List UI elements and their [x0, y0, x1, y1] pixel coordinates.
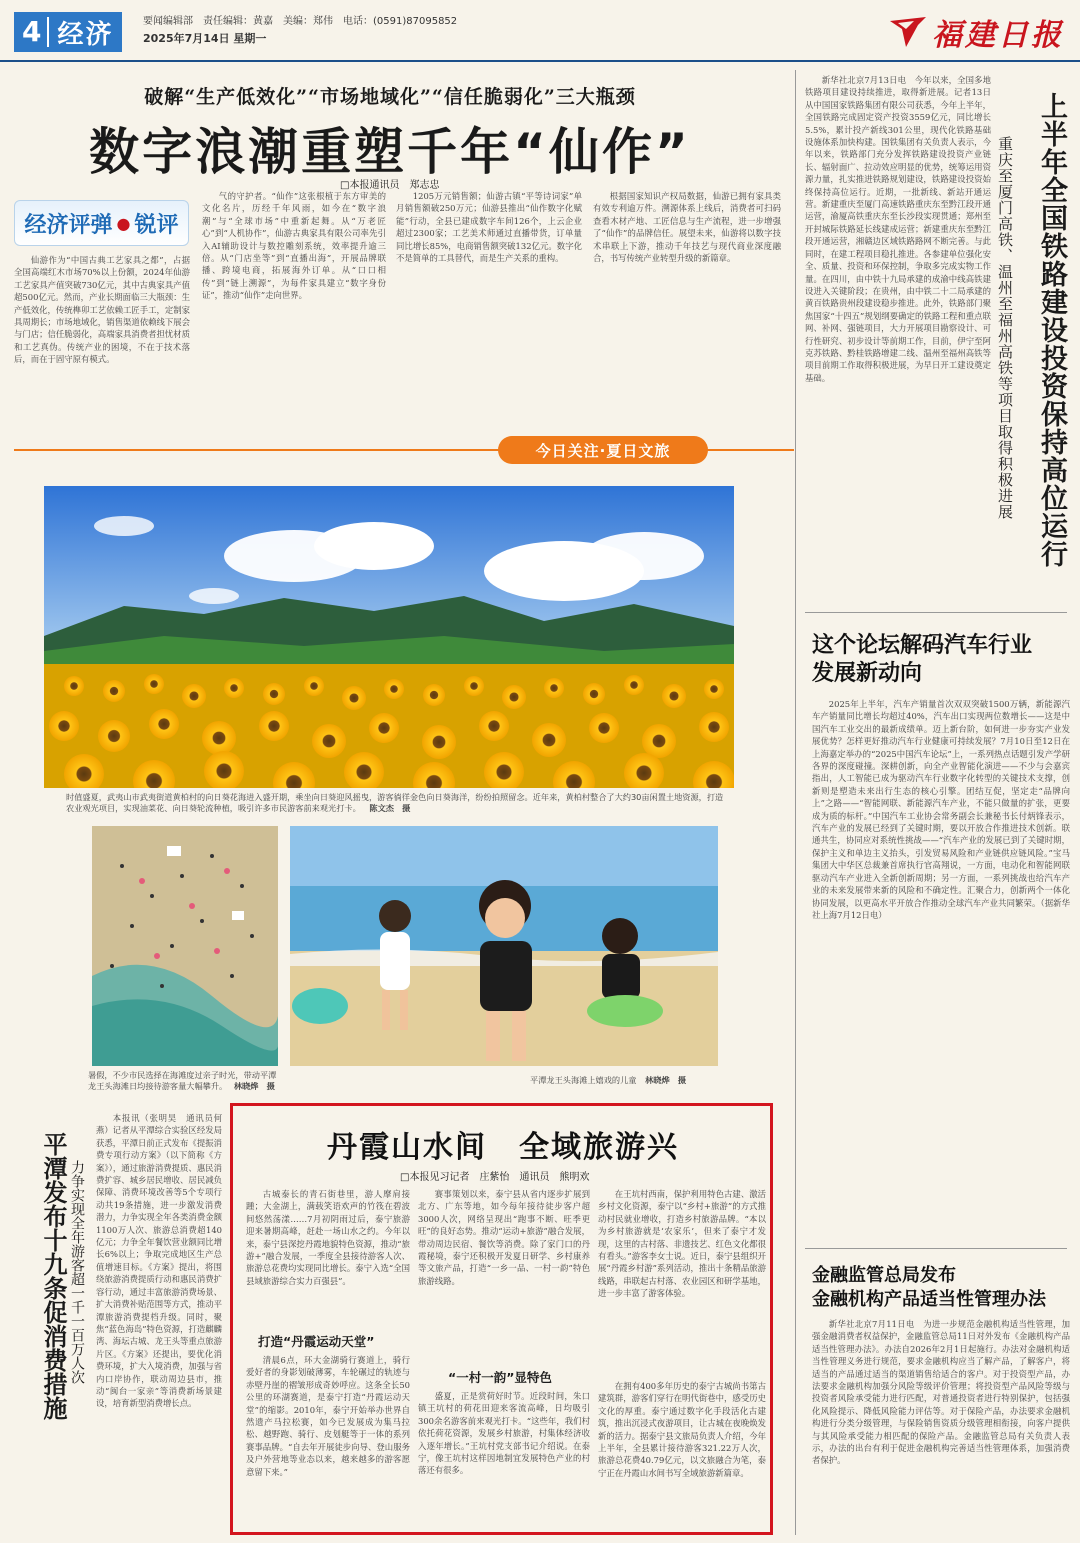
danxia-col2b-paragraph: 盛夏，正是赏荷好时节。近段时间，朱口镇王坑村的荷花田迎来客流高峰，日均吸引300余名游客前来观光打卡。“这些年，我们村依托荷花资源，发展乡村旅游，村集体经济收入逐年增长。”王坑村党支部书记介绍说。在泰宁，像王坑村这样因地制宜发展特色产业的村落还有很多。 — [418, 1391, 590, 1476]
lead-title: 数字浪潮重塑千年“仙作” — [89, 123, 691, 181]
beach-left-credit: 林晓烨 摄 — [233, 1081, 275, 1091]
danxia-subhead-1: 打造“丹霞运动天堂” — [258, 1334, 375, 1349]
beach-right-caption — [530, 1075, 730, 1086]
lead-paragraph-4: 根据国家知识产权局数据，仙游已拥有家具类有效专利逾万件。溯源体系上线后，消费者可扫码查看木材产地、工匠信息与生产流程，进一步增强了“仙作”的品牌信任。展望未来，仙游将以数字技术串联上下游，推动千年技艺与现代商业深度融合，书写传统产业转型升级的新篇章。 — [593, 191, 781, 264]
rail-railway-title: 上半年全国铁路建设投资保持高位运行 — [1036, 92, 1067, 568]
swim-ring — [292, 988, 348, 1024]
issue-date: 2025年7月14日 星期一 — [143, 32, 267, 45]
danxia-title: 丹霞山水间 全域旅游兴 — [327, 1130, 679, 1165]
auto-forum-paragraph: 2025年上半年，汽车产销量首次双双突破1500万辆，新能源汽车产销量同比增长均超过40%，汽车出口实现两位数增长——这是中国汽车工业交出的最新成绩单。迈上新台阶，如何进一步夯实产业发展优势？怎样更好推动汽车行业健康可持续发展？7月10日至12日在上海嘉定举办的“2025中国汽车论坛”上，一系列热点话题引发产学研各界的深度碰撞。深耕创新，向全产业智能化演进——不少与会嘉宾指出，人工智能已成为驱动汽车行业数字化转型的关键技术支撑，创新则是塑造未来出行生态的核心引擎。团结互促，坚定走“品牌向上”之路——“智能网联、新能源汽车产业，不能只做量的扩张，更要成为质的标杆。”中国汽车工业协会常务副会长兼秘书长付炳锋表示，汽车产业的发展已经到了关键时期，要以开放合作推进技术创新。联通共生，协同应对系统性挑战——“汽车产业的发展已到了关键时期，保护主义和单边主义抬头，引发贸易风险和产业链供应链风险。”宝马集团大中华区总裁兼首席执行官高翔说，一方面，电动化和智能网联驱动汽车产业进入全新创新周期；另一方面，一系列挑战也给汽车产业的未来发展带来新的风险和不确定性。汇聚合力，创新两个一体化协同发展，以更高水平开放合作推动全球汽车产业共同繁荣。（据新华社上海7月12日电） — [812, 699, 1070, 920]
auto-forum-title-line1: 这个论坛解码汽车行业 — [812, 633, 1033, 658]
sunflower-caption — [66, 792, 726, 814]
finance-title-line1: 金融监管总局发布 — [812, 1265, 956, 1286]
danxia-col2-bottom — [418, 1390, 590, 1526]
rail-railway-subtitle: 重庆至厦门高铁、温州至福州高铁等项目取得积极进展 — [996, 136, 1014, 520]
sunflower-photo-illustration — [44, 486, 734, 788]
lead-paragraph-2: 气的守护者。“仙作”这张根植于东方审美的文化名片，历经千年风雨，如今在“数字浪潮”与“全球市场”中重新起舞。从“万老匠心”到“人机协作”，仙游古典家具有限公司率先引入AI辅助设计与数控雕刻系统，效率提升逾三倍。从“门店坐等”到“直播出海”，开展品牌联播、跨境电商，拓展海外订单。从“口口相传”到“链上溯源”，为每件家具建立“数字身份证”，推动“仙作”走向世界。 — [202, 191, 386, 301]
beach-aerial-illustration — [92, 826, 278, 1066]
danxia-col3b-paragraph: 在拥有400多年历史的泰宁古城尚书第古建筑群，游客们穿行在明代街巷中，感受历史文化的厚重。泰宁通过数字化手段活化古建筑，推出沉浸式夜游项目，让古城在夜晚焕发新的活力。据泰宁县文旅局负责人介绍，今年上半年，全县累计接待游客321.22万人次，旅游总花费40.79亿元，以文旅融合为笔，泰宁正在丹霞山水间书写全域旅游新篇章。 — [598, 1381, 766, 1478]
lead-paragraph-3: 1205万元销售额；仙游古镇“平等诗词家”单月销售额破250万元；仙游县推出“仙作数字化赋能”行动，全县已建成数字车间126个，上云企业超过2300家；工艺美术师通过直播带货，订单量同比增长85%，电商销售额突破132亿元。数字化不是简单的工具替代，而是生产关系的重构。 — [396, 191, 582, 264]
lead-subtitle: 破解“生产低效化”“市场地域化”“信任脆弱化”三大瓶颈 — [144, 86, 636, 108]
sunflower-field-photo — [44, 486, 734, 788]
rail-divider-2 — [805, 1248, 1067, 1249]
beach-right-caption-text: 平潭龙王头海滩上嬉戏的儿童 — [530, 1075, 637, 1085]
danxia-col3-bottom — [598, 1380, 766, 1526]
auto-forum-title-line2: 发展新动向 — [812, 661, 923, 686]
lead-column-4 — [593, 190, 781, 430]
page-number: 4 — [14, 17, 49, 47]
today-focus-banner: 今日关注·夏日文旅 — [498, 436, 708, 464]
sunflower-credit: 陈文杰 摄 — [369, 803, 411, 813]
paper-name: 福建日报 — [932, 18, 1064, 53]
danxia-col3-top — [598, 1188, 766, 1372]
newspaper-logo — [888, 12, 1064, 52]
danxia-col1b-paragraph: 清晨6点，环大金湖骑行赛道上，骑行爱好者的身影划破薄雾，车轮碾过的轨迹与赤壁丹崖的褶皱形成奇妙呼应。这条全长50公里的环湖赛道，是泰宁打造“丹霞运动天堂”的缩影。2010年，泰宁开始举办世界自然遗产马拉松赛，如今已发展成为集马拉松、越野跑、骑行、皮划艇等于一体的系列赛事品牌。“自去年开展徒步向导、登山服务及户外营地等业态以来，越来越多的游客愿意留下来。” — [246, 1355, 410, 1477]
bullet-dot-icon: ● — [116, 213, 131, 233]
column-label-b: 锐评 — [134, 212, 179, 238]
danxia-col1-bottom — [246, 1354, 410, 1526]
beach-left-caption-text: 暑假，不少市民选择在海滩度过亲子时光，带动平潭龙王头海滩日均接待游客量大幅攀升。 — [88, 1070, 277, 1091]
danxia-col1-top — [246, 1188, 410, 1324]
danxia-subhead-2: “一村一韵”显特色 — [448, 1370, 552, 1385]
page-section-tag — [14, 12, 122, 52]
section-name: 经济 — [57, 19, 114, 50]
danxia-col2-paragraph: 赛事策划以来，泰宁县从省内逐步扩展到北方、广东等地，如今每年接待徒步客户超3000人次，网络呈现出“跑事不断、旺季更旺”的良好态势。推动“运动+旅游”融合发展，带动周边民宿、餐饮等消费。除了家门口的丹霞秘境，泰宁还积极开发夏日研学、乡村康养等文旅产品，打造“一乡一品、一村一韵”特色旅游线路。 — [418, 1189, 590, 1286]
beach-left-caption — [88, 1070, 278, 1092]
right-rail-divider — [795, 70, 796, 1535]
masthead — [0, 0, 1080, 62]
beach-right-credit: 林晓烨 摄 — [645, 1075, 687, 1085]
pingtan-paragraph: 本报讯（张明昊 通讯员何燕）记者从平潭综合实验区经发局获悉，平潭日前正式发布《提振消费专项行动方案》（以下简称《方案》），通过旅游消费提质、惠民消费扩容、城乡居民增收、居民减负保障、消费环境改善等5个专项行动共19条措施，进一步激发消费潜力，力争实现全年各类消费金额1100万人次、旅游总消费超140亿元；力争全年餐饮营业额同比增长6%以上；争取完成地区生产总值增速目标。《方案》提出，将围绕旅游消费提质行动和惠民消费扩容行动，通过丰富旅游消费场景、扩大消费补贴范围等方式，推动平潭旅游消费提档升级。同时，聚焦“蓝色海岛”特色资源，打造麒麟湾、海坛古城、龙王头等重点旅游片区。《方案》还提出，要优化消费环境，扩大入境消费，加强与省内口岸协作，联动周边县市，推动“闽台一家亲”等消费新场景建设，培育新型消费增长点。 — [96, 1113, 222, 1409]
pingtan-text — [96, 1112, 222, 1537]
lead-column-3 — [396, 190, 582, 430]
logo-mark-icon — [888, 15, 928, 49]
finance-title-line2: 金融机构产品适当性管理办法 — [812, 1289, 1046, 1310]
rail-railway-text — [805, 74, 991, 594]
editor-info — [143, 14, 457, 46]
auto-forum-title — [812, 632, 1067, 688]
auto-forum-text — [812, 698, 1070, 1238]
beach-children-illustration — [290, 826, 718, 1066]
lead-paragraph-1: 仙游作为“中国古典工艺家具之都”，占据全国高端红木市场70%以上份额，2024年仙游工艺家具产值突破730亿元，其中古典家具产值超500亿元。然而，产业长期面临三大瓶颈：生产低效化，传统榫卯工艺依赖工匠手工，定制家具周期长；市场地域化，销售渠道依赖线下展会与门店；信任脆弱化，高端家具消费者担忧材质和工艺真伪。传统产业的困境，不在于技术落后，而在于固守原有模式。 — [14, 255, 190, 365]
lead-byline: □本报通讯员 郑志忠 — [340, 180, 440, 191]
rail-divider-1 — [805, 612, 1067, 613]
lead-column-1 — [14, 254, 190, 430]
rail-railway-paragraph: 新华社北京7月13日电 今年以来，全国多地铁路项目建设持续推进，取得新进展。记者13日从中国国家铁路集团有限公司获悉，今年上半年，全国铁路完成固定资产投资3559亿元，同比增长5.5%，累计投产新线301公里，现代化铁路基础设施体系加快构建。国铁集团有关负责人表示，今年以来，铁路部门充分发挥铁路建设投资产业链长、辐射面广、拉动效应明显的优势，统筹运用资源力量，扎实推进铁路规划建设，铁路建设投资始终保持高位运行。近期，一批新线、新站开通运营。新建重庆至厦门高速铁路重庆东至黔江段开通运营，渝厦高铁重庆东至长沙段实现贯通；郑州至开封城际铁路延长线建成运营；新建重庆东至黔江段开通运营，湘赣边区域铁路路网不断完善。与此同时，在建工程项目稳扎推进。各参建单位强化安全、质量、投资和环保控制，争取多完成实物工作量。在四川，由中铁十九局承建的成渝中线高铁建设进入关键阶段；在贵州，由中铁二十二局承建的黄百铁路贵州段建设稳步推进。此外，铁路部门聚焦国家“十四五”规划纲要确定的铁路工程和重点联网、补网、强链项目，大力开展项目勘察设计、可行性研究、初步设计等前期工作，目前，伊宁至阿克苏铁路、黔桂铁路增建二线、温州至福州高铁等项目前期工作取得积极进展，为早日开工建设奠定基础。 — [805, 75, 991, 383]
finance-text — [812, 1318, 1070, 1536]
column-label-economy-commentary — [14, 200, 189, 246]
beach-aerial-photo — [92, 826, 278, 1066]
danxia-col1-paragraph: 古城泰长的青石街巷里，游人摩肩接踵；大金湖上，满载笑语欢声的竹筏在碧波间悠然荡漾……7月初阴雨过后，泰宁旅游迎来暑期高峰，赶赴一场山水之约。今年以来，泰宁县深挖丹霞地貌特色资源，推动“旅游+”融合发展，一季度全县接待游客人次、旅游总花费均实现同比增长。泰宁入选“全国县域旅游综合实力百强县”。 — [246, 1189, 410, 1286]
danxia-col2-top — [418, 1188, 590, 1358]
editor-line: 要闻编辑部 责任编辑：黄嘉 美编：郑伟 电话：(0591)87095852 — [143, 16, 458, 27]
pingtan-title: 平潭发布十九条促消费措施 — [39, 1132, 67, 1420]
finance-title — [812, 1264, 1070, 1312]
danxia-byline: □本报见习记者 庄紫怡 通讯员 熊明欢 — [400, 1172, 590, 1183]
column-label-a: 经济评弹 — [24, 212, 113, 238]
beach-children-photo — [290, 826, 718, 1066]
finance-paragraph: 新华社北京7月11日电 为进一步规范金融机构适当性管理，加强金融消费者权益保护，金融监管总局11日对外发布《金融机构产品适当性管理办法》。办法自2026年2月1日起施行。办法对金融机构适当性管理义务进行规范，要求金融机构应当了解产品，了解客户，将适当的产品通过适当的渠道销售给适合的客户。对于投资型产品，办法要求金融机构加强分风险等级评价管理；将投资型产品风险等级与投资者风险承受能力进行匹配，对普通投资者进行特别保护，包括强化风险提示、降低风险能力评估等。对于保险产品，办法要求金融机构进行分类分级管理，与保险销售资质分级管理相衔接，向客户提供与其风险承受能力相匹配的保险产品。金融监管总局有关负责人表示，办法的出台有利于促进金融机构完善适当性管理体系，加强消费者保护。 — [812, 1319, 1070, 1466]
danxia-col3-paragraph: 在王坑村西南，保护利用特色古建、激活乡村文化资源，泰宁以“乡村+旅游”的方式推动村民就业增收，打造乡村旅游品牌。“本以为乡村旅游就是‘农家乐’，但来了泰宁才发现，这里的古村落、非遗技艺、红色文化都很有看头。”游客李女士说。近日，泰宁县组织开展“丹霞乡村游”系列活动，推出十条精品旅游线路，串联起古村落、农业园区和研学基地，进一步丰富了游客体验。 — [598, 1189, 766, 1299]
pingtan-subtitle: 力争实现全年游客超一千一百万人次 — [69, 1160, 85, 1384]
lead-column-2 — [202, 190, 386, 430]
sunflower-caption-text: 时值盛夏，武夷山市武夷街道黄柏村的向日葵花海进入盛开期，乘坐向日葵迎风摇曳，游客徜徉金色向日葵海洋，纷纷拍照留念。近年来，黄柏村整合了大约30亩闲置土地资源，打造农业观光项目，实现油菜花、向日葵轮流种植，吸引许多市民游客前来观光打卡。 — [66, 792, 724, 813]
